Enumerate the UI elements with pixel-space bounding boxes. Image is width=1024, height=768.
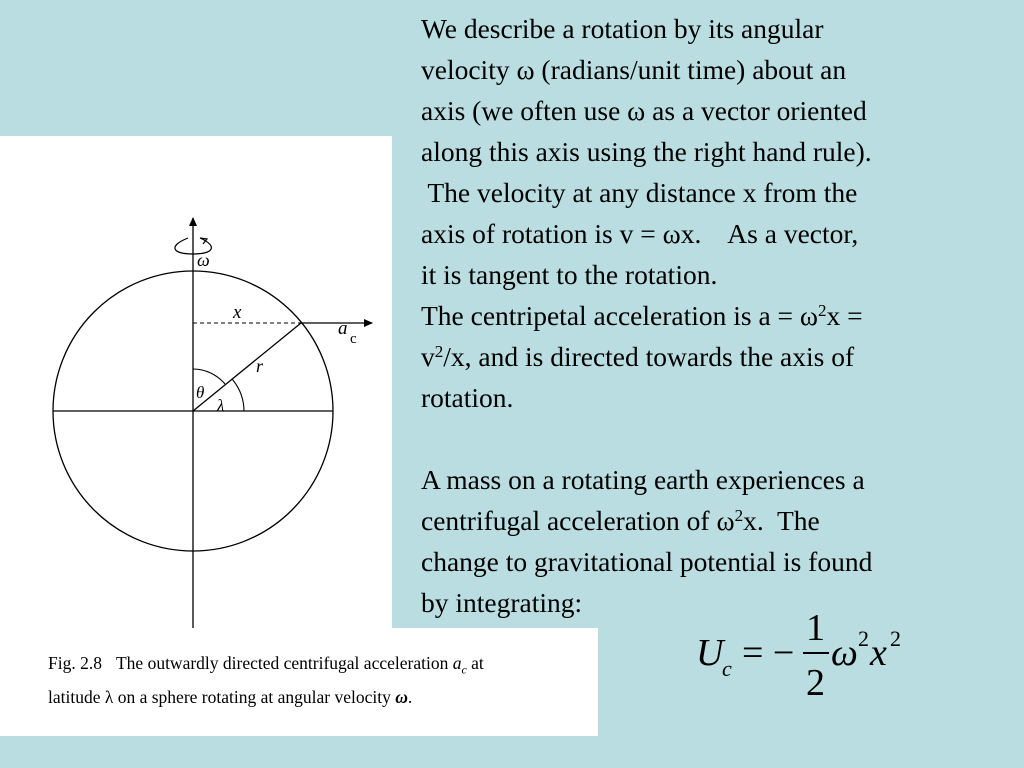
caption-a-symbol: a	[452, 653, 462, 673]
eq-equals-minus: = −	[742, 632, 795, 674]
figure-caption	[48, 650, 588, 711]
mass-line-4: by integrating:	[421, 587, 583, 618]
acceleration-line-1: The centripetal acceleration is $a = \omega^2x$ =	[421, 300, 863, 331]
caption-text-1: The outwardly directed centrifugal acceleration	[115, 653, 449, 673]
caption-omega-symbol: ω	[395, 686, 408, 707]
rotating-sphere-diagram	[0, 136, 392, 628]
mass-line-3: change to gravitational potential is found	[421, 546, 873, 577]
eq-x: x	[870, 632, 887, 674]
eq-u-symbol: U	[696, 632, 724, 674]
paragraph1-line-2: velocity ω (radians/unit time) about an	[421, 54, 847, 85]
caption-lambda-symbol: λ	[104, 686, 114, 707]
explanation-text	[421, 8, 1017, 623]
paragraph-gap	[421, 418, 1017, 459]
paragraph1-line-6: axis of rotation is v = ωx. As a vector,	[421, 218, 859, 249]
caption-a-subscript: c	[461, 662, 467, 677]
acceleration-c-subscript: c	[350, 331, 357, 347]
eq-omega-exponent: 2	[858, 626, 869, 651]
eq-numerator: 1	[806, 607, 825, 649]
caption-period: .	[407, 686, 413, 707]
acceleration-line-3: rotation.	[421, 382, 514, 413]
caption-line2-mid: on a sphere rotating at angular velocity	[117, 686, 391, 707]
paragraph1-line-1: We describe a rotation by its angular	[421, 13, 824, 44]
r-label: r	[256, 356, 264, 376]
eq-denominator: 2	[806, 662, 825, 704]
mass-line-1: A mass on a rotating earth experiences a	[421, 464, 865, 495]
radius-r-line	[193, 323, 301, 411]
mass-line-2: centrifugal acceleration of $\omega^2x$. The	[421, 505, 820, 536]
theta-label: θ	[196, 383, 205, 402]
paragraph1-line-3: axis (we often use ω as a vector oriented	[421, 95, 867, 126]
theta-angle-arc	[193, 369, 225, 384]
eq-omega: ω	[831, 632, 858, 674]
acceleration-a-label: a	[338, 318, 348, 339]
eq-u-subscript: c	[722, 656, 732, 681]
caption-figure-number: Fig. 2.8	[48, 653, 102, 673]
caption-line-1	[48, 650, 588, 684]
lambda-label: λ	[217, 396, 225, 415]
x-label: x	[233, 302, 242, 323]
potential-equation	[690, 600, 920, 710]
caption-line-2	[48, 684, 588, 711]
paragraph1-line-5: The velocity at any distance x from the	[421, 177, 858, 208]
lambda-angle-arc	[232, 379, 244, 411]
paragraph1-line-7: it is tangent to the rotation.	[421, 259, 718, 290]
caption-line2-start: latitude	[48, 686, 101, 707]
paragraph1-line-4: along this axis using the right hand rule).	[421, 136, 872, 167]
omega-label: ω	[197, 250, 210, 270]
caption-text-2: at	[471, 653, 484, 673]
acceleration-line-2: $v^2/x$, and is directed towards the axis of	[421, 341, 855, 372]
eq-x-exponent: 2	[890, 626, 901, 651]
